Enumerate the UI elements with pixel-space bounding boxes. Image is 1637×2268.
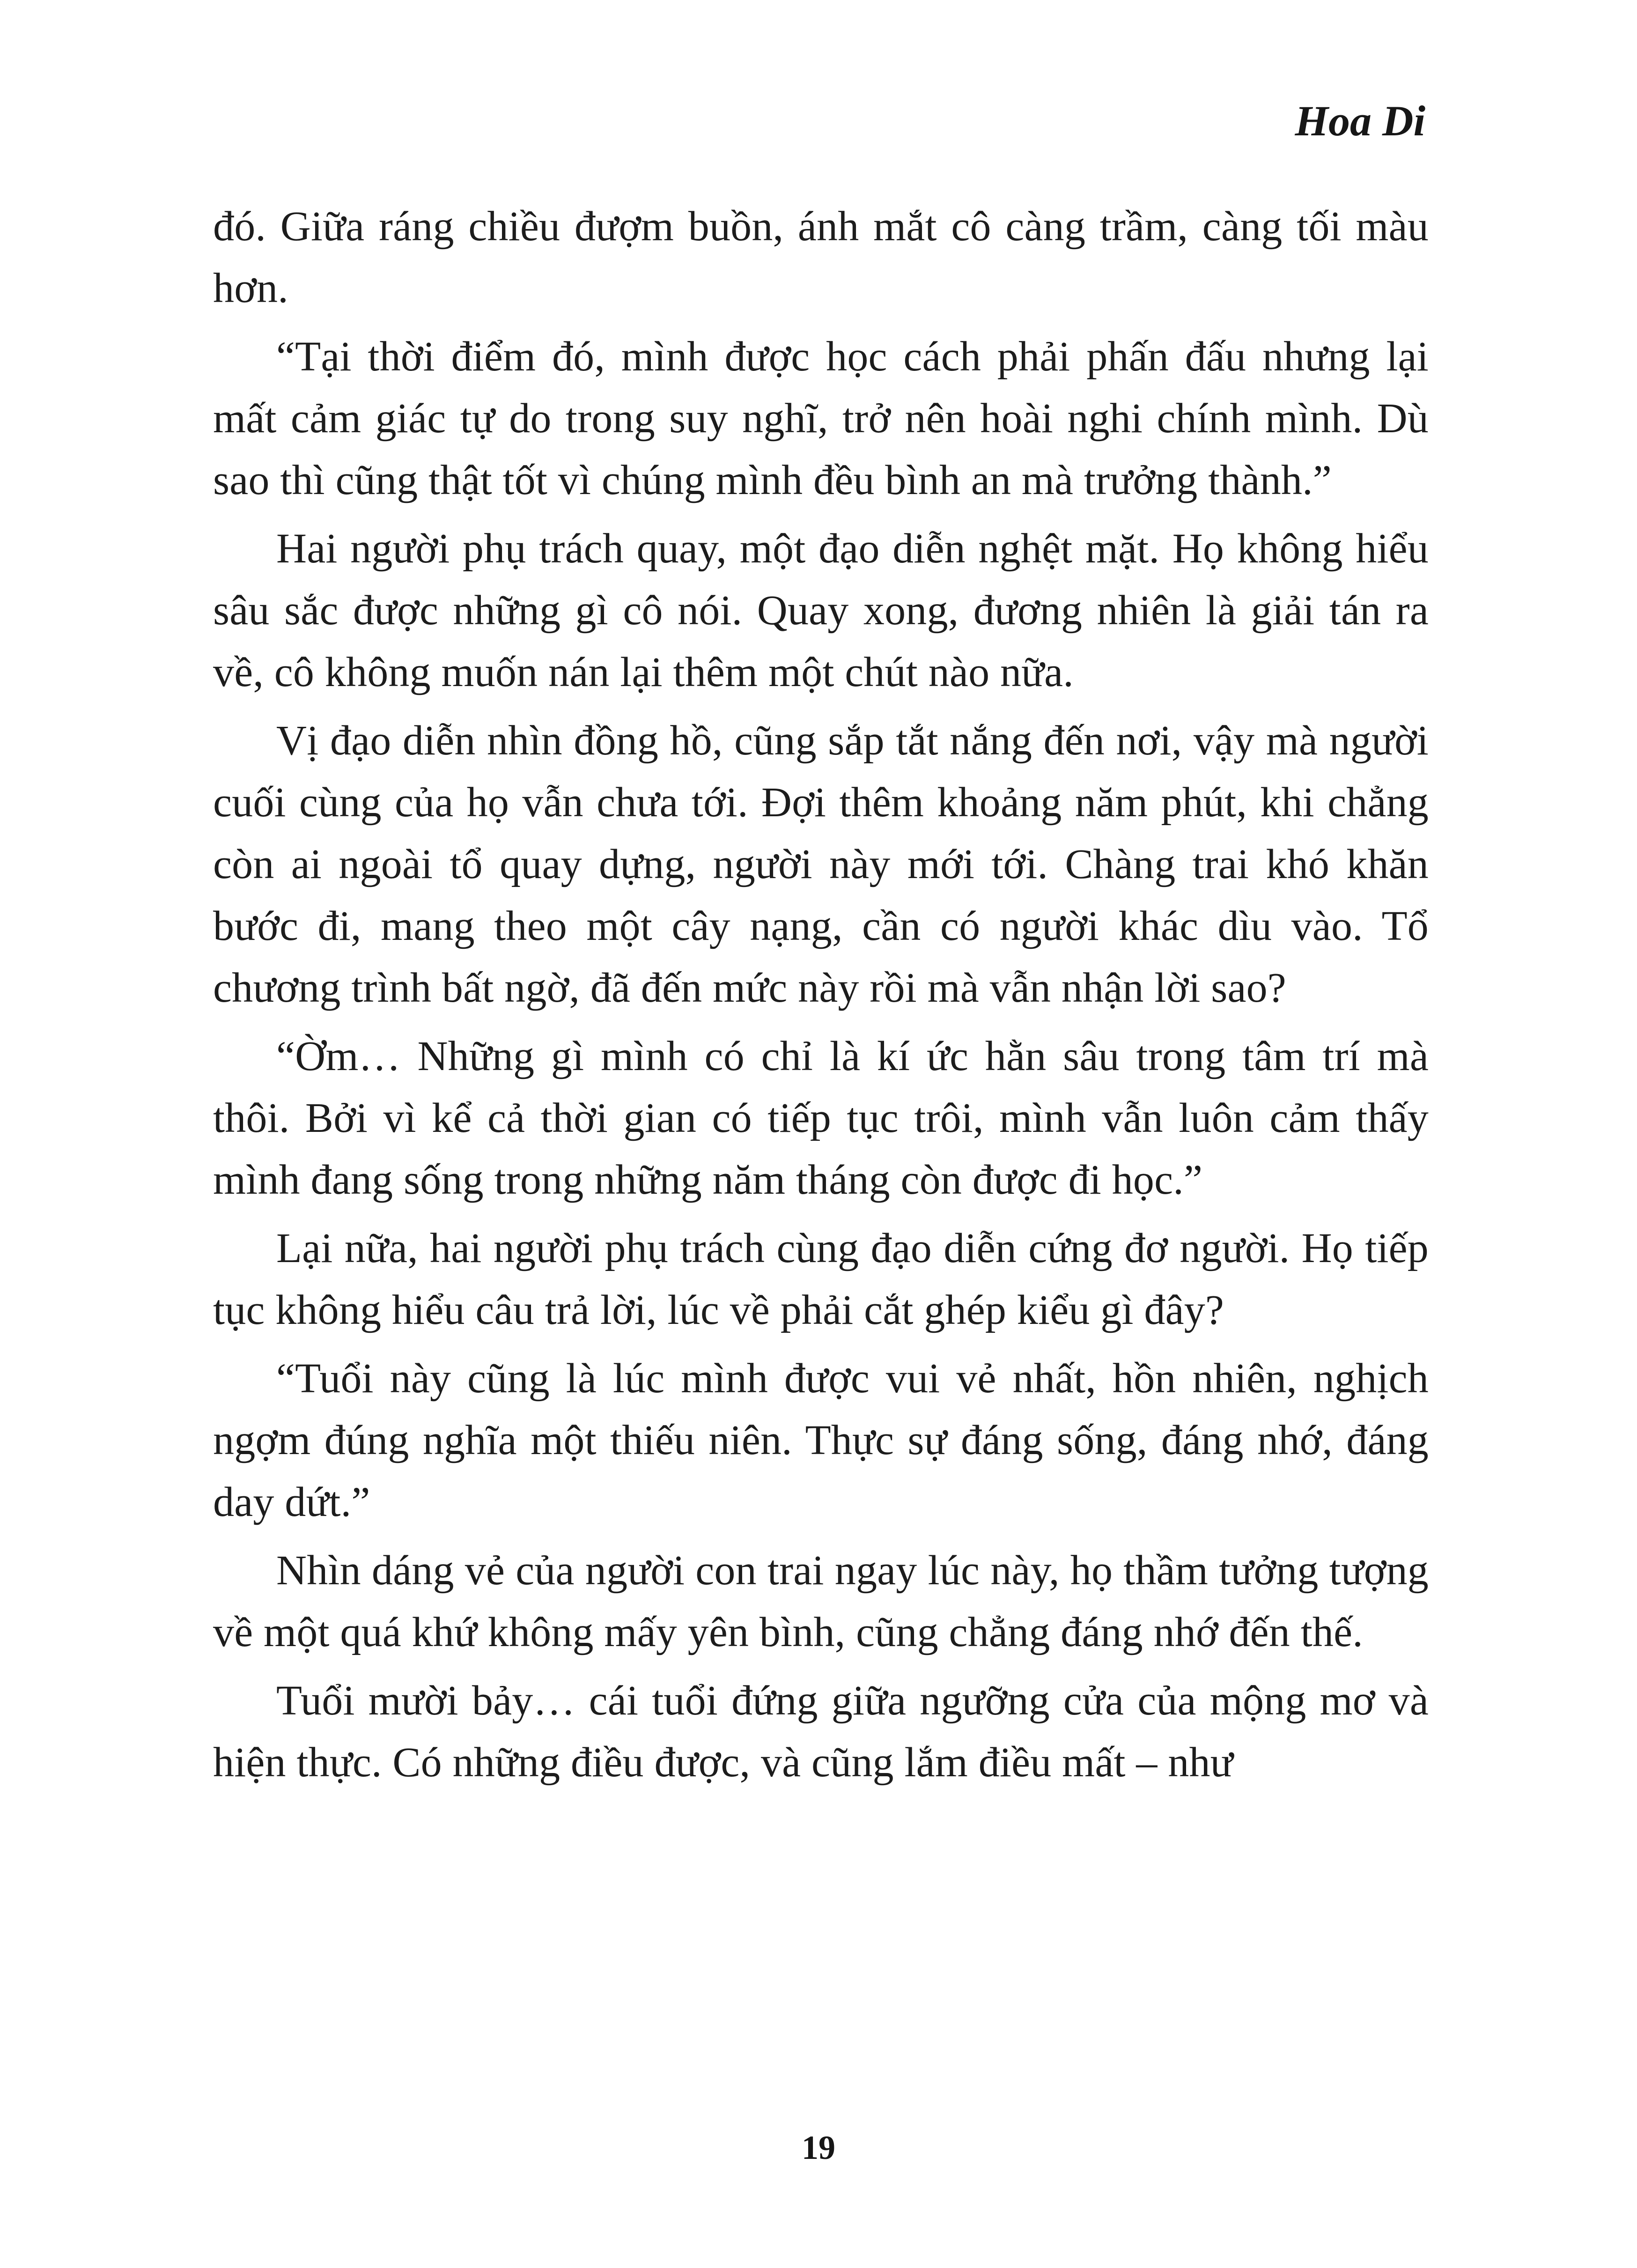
paragraph-1: đó. Giữa ráng chiều đượm buồn, ánh mắt cô càng trầm, càng tối màu hơn.	[213, 203, 1429, 311]
paragraph-3: Hai người phụ trách quay, một đạo diễn nghệt mặt. Họ không hiểu sâu sắc được những gì cô nói. Quay xong, đương nhiên là giải tán ra về, cô không muốn nán lại thêm một chút nào nữa.	[213, 525, 1429, 695]
paragraph-5: “Ờm… Những gì mình có chỉ là kí ức hằn sâu trong tâm trí mà thôi. Bởi vì kể cả thời gian có tiếp tục trôi, mình vẫn luôn cảm thấy mình đang sống trong những năm tháng còn được đi học.”	[213, 1033, 1429, 1203]
body-text	[213, 196, 1429, 1800]
paragraph-7: “Tuổi này cũng là lúc mình được vui vẻ nhất, hồn nhiên, nghịch ngợm đúng nghĩa một thiếu niên. Thực sự đáng sống, đáng nhớ, đáng day dứt.”	[213, 1355, 1429, 1525]
paragraph-2: “Tại thời điểm đó, mình được học cách phải phấn đấu nhưng lại mất cảm giác tự do trong suy nghĩ, trở nên hoài nghi chính mình. Dù sao thì cũng thật tốt vì chúng mình đều bình an mà trưởng thành.”	[213, 333, 1429, 503]
page-number: 19	[802, 2129, 835, 2166]
paragraph-6: Lại nữa, hai người phụ trách cùng đạo diễn cứng đơ người. Họ tiếp tục không hiểu câu trả lời, lúc về phải cắt ghép kiểu gì đây?	[213, 1225, 1429, 1333]
running-header: Hoa Di	[1295, 97, 1425, 145]
paragraph-8: Nhìn dáng vẻ của người con trai ngay lúc này, họ thầm tưởng tượng về một quá khứ không mấy yên bình, cũng chẳng đáng nhớ đến thế.	[213, 1547, 1429, 1655]
paragraph-4: Vị đạo diễn nhìn đồng hồ, cũng sắp tắt nắng đến nơi, vậy mà người cuối cùng của họ vẫn chưa tới. Đợi thêm khoảng năm phút, khi chẳng còn ai ngoài tổ quay dựng, người này mới tới. Chàng trai khó khăn bước đi, mang theo một cây nạng, cần có người khác dìu vào. Tổ chương trình bất ngờ, đã đến mức này rồi mà vẫn nhận lời sao?	[213, 717, 1429, 1011]
paragraph-9: Tuổi mười bảy… cái tuổi đứng giữa ngưỡng cửa của mộng mơ và hiện thực. Có những điều được, và cũng lắm điều mất – như	[213, 1677, 1429, 1786]
